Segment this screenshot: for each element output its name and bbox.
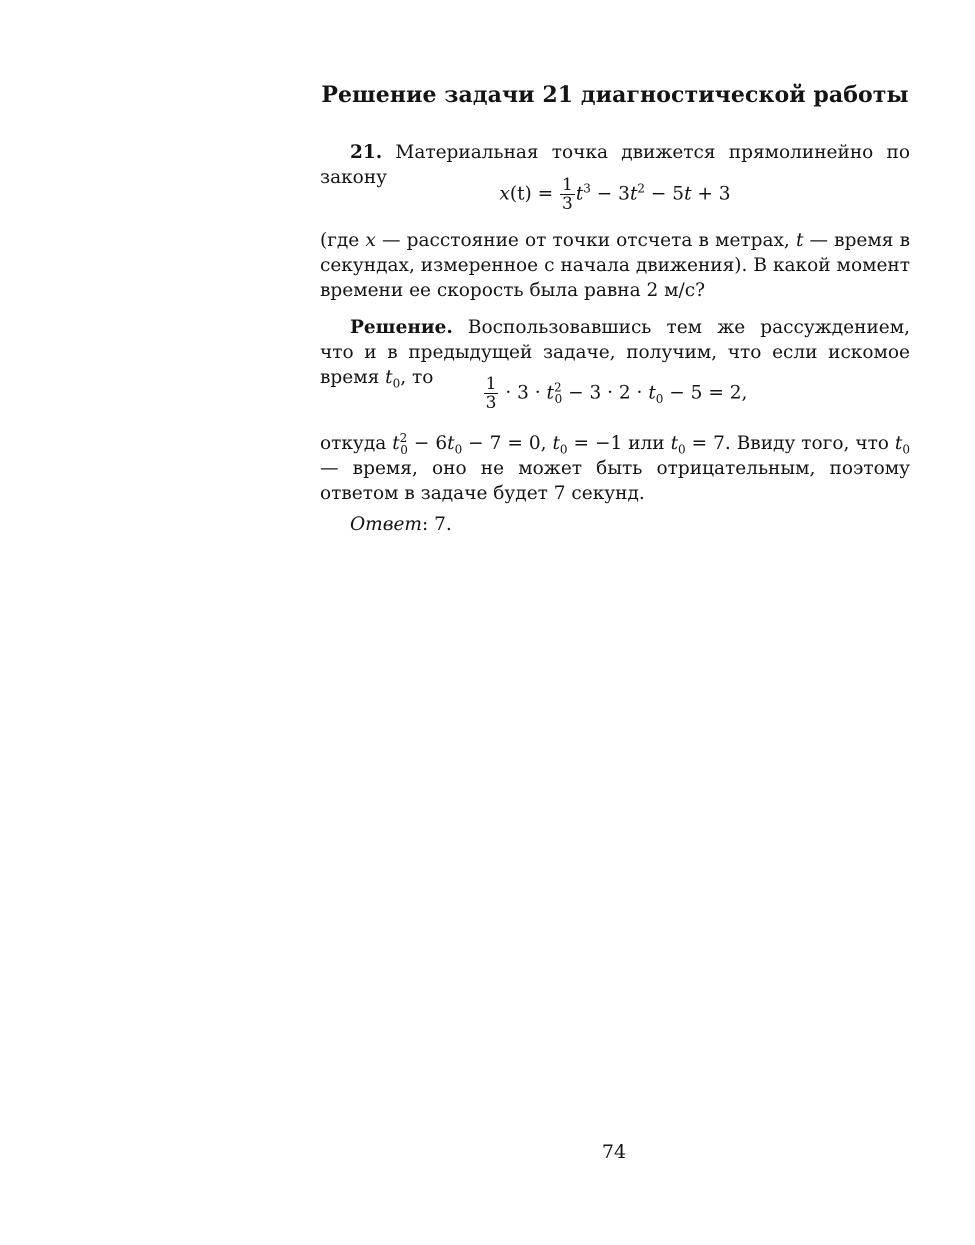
formula-power: 2: [637, 181, 646, 196]
equation-t: t: [546, 382, 554, 404]
problem-intro-text: Материальная точка движется прямолинейно по закону: [320, 142, 910, 188]
problem-number: 21.: [350, 142, 383, 163]
description-text: — время в секундах, измеренное с начала движения). В какой момент времени ее скорость была равна 2 м/с?: [320, 230, 910, 301]
formula-term: − 5: [645, 183, 685, 205]
variable-x: x: [365, 230, 376, 251]
conclusion-text: = −1 или: [567, 433, 671, 454]
variable-t: t: [795, 230, 804, 251]
conclusion-text: — время, оно не может быть отрицательным, поэтому ответом в задаче будет 7 секунд.: [320, 458, 910, 504]
equation-fraction: [484, 375, 499, 412]
conclusion-t: t: [670, 433, 679, 454]
subscript: 0: [454, 442, 463, 457]
solution-text: Воспользовавшись тем же рассуждением, что и в предыдущей задаче, получим, что если искомое время: [320, 317, 910, 388]
subscript: 0: [678, 442, 686, 457]
conclusion-t: t: [552, 433, 560, 454]
formula-term: + 3: [691, 183, 731, 205]
conclusion-text: = 7. Ввиду того, что: [685, 433, 895, 454]
variable-t0: t: [385, 367, 393, 388]
problem-description: [320, 228, 910, 303]
conclusion-t: t: [894, 433, 903, 454]
formula-t: t: [629, 183, 638, 205]
formula-term: − 3: [590, 183, 630, 205]
answer-block: [320, 512, 910, 537]
section-heading: Решение задачи 21 диагностической работы: [321, 82, 909, 108]
answer-value: : 7.: [421, 514, 452, 535]
equation-t: t: [648, 382, 656, 404]
conclusion-text: − 7 = 0,: [462, 433, 553, 454]
formula-arg: (t): [509, 183, 532, 205]
solution-conclusion: [320, 431, 910, 506]
formula-power: 3: [583, 181, 591, 196]
conclusion-text: откуда: [320, 433, 393, 454]
superscript: 2: [399, 430, 408, 445]
fraction-numerator: 1: [562, 175, 573, 195]
fraction-denominator: 3: [485, 393, 497, 413]
fraction-numerator: 1: [485, 374, 497, 394]
conclusion-text: − 6: [407, 433, 448, 454]
page-number: 74: [601, 1141, 627, 1163]
equation-term: − 3 · 2 ·: [562, 382, 649, 404]
superscript: 2: [553, 380, 562, 395]
subscript: 0: [400, 442, 408, 457]
formula-eq: =: [531, 183, 559, 205]
formula-t: t: [684, 183, 692, 205]
subscript: 0: [392, 376, 401, 391]
subscript: 0: [554, 392, 563, 407]
solution-text: , то: [400, 367, 434, 388]
subscript: 0: [902, 442, 910, 457]
solution-label: Решение.: [350, 317, 453, 338]
equation-term: − 5 = 2,: [663, 382, 748, 404]
formula-x: x: [499, 183, 510, 205]
formula-t: t: [575, 183, 584, 205]
motion-law-formula: [320, 176, 910, 213]
formula-fraction: [560, 176, 575, 213]
subscript: 0: [559, 442, 568, 457]
equation-term: · 3 ·: [499, 382, 547, 404]
subscript: 0: [655, 392, 664, 407]
answer-label: Ответ: [350, 514, 422, 535]
conclusion-t: t: [392, 433, 400, 454]
conclusion-t: t: [447, 433, 455, 454]
fraction-denominator: 3: [562, 194, 573, 214]
solution-equation: [320, 375, 910, 412]
description-text: (где: [320, 230, 366, 251]
description-text: — расстояние от точки отсчета в метрах,: [375, 230, 796, 251]
